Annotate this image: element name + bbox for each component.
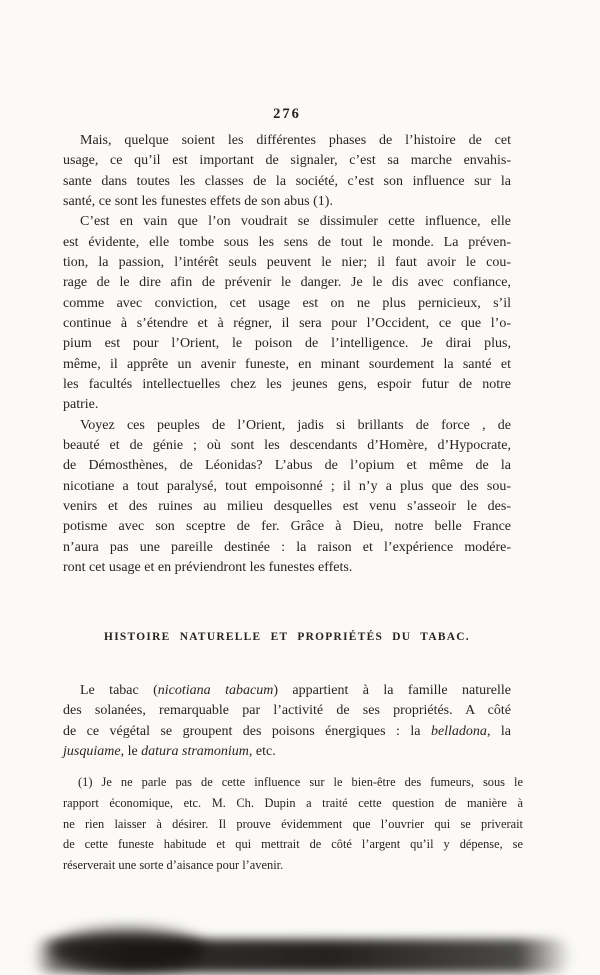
- footnote: [63, 772, 523, 876]
- text-line: rage de le dire afin de prévenir le danger. Je le dis avec confiance,: [63, 275, 511, 291]
- section-heading: HISTOIRE NATURELLE ET PROPRIÉTÉS DU TABAC.: [104, 631, 470, 643]
- text-line: Mais, quelque soient les différentes phases de l’histoire de cet: [80, 133, 511, 148]
- text-line: ne rien laisser à désirer. Il prouve évidemment que l’ouvrier qui se priverait: [63, 816, 523, 831]
- paragraph: [63, 212, 511, 415]
- text-line: n’aura pas une pareille destinée : la raison et l’expérience modére-: [63, 539, 511, 555]
- paragraph: [63, 681, 511, 762]
- text-line: santé, ce sont les funestes effets de son abus (1).: [63, 193, 333, 209]
- text-line: de ce végétal se groupent des poisons énergiques : la belladona, la: [63, 723, 512, 739]
- text-line: beauté et de génie ; où sont les descendants d’Homère, d’Hypocrate,: [63, 437, 511, 453]
- page-number: 276: [273, 106, 301, 122]
- paragraph: [63, 416, 511, 579]
- text-line: Le tabac (nicotiana tabacum) appartient à la famille naturelle: [80, 683, 511, 698]
- text-line: même, il apprête un avenir funeste, en minant sourdement la santé et: [63, 356, 511, 372]
- text-line: Voyez ces peuples de l’Orient, jadis si brillants de force , de: [80, 417, 511, 433]
- text-line: de Démosthènes, de Léonidas? L’abus de l’opium et même de la: [63, 458, 511, 474]
- text-line: tion, la passion, l’intérêt seuls peuvent le nier; il faut avoir le cou-: [63, 254, 511, 270]
- scan-shadow-left-blob: [50, 929, 205, 971]
- text-line: pium est pour l’Orient, le poison de l’intelligence. Je dirai plus,: [63, 336, 511, 352]
- text-line: les facultés intellectuelles chez les jeunes gens, espoir futur de notre: [63, 376, 511, 392]
- text-line: usage, ce qu’il est important de signaler, c’est sa marche envahis-: [63, 153, 511, 169]
- text-line: ront cet usage et en préviendront les funestes effets.: [63, 559, 353, 575]
- text-line: nicotiane a tout paralysé, tout empoisonné ; il n’y a plus que des sou-: [63, 478, 511, 494]
- text-line: (1) Je ne parle pas de cette influence sur le bien-être des fumeurs, sous le: [78, 775, 523, 789]
- text-line: comme avec conviction, cet usage est on ne plus pernicieux, s’il: [63, 295, 511, 311]
- text-line: C’est en vain que l’on voudrait se dissimuler cette influence, elle: [80, 214, 511, 230]
- text-line: continue à s’étendre et à régner, il sera pour l’Occident, ce que l’o-: [63, 315, 511, 331]
- paragraph: [63, 131, 511, 212]
- text-line: est évidente, elle tombe sous les sens de tout le monde. La préven-: [63, 234, 511, 250]
- species-text: [63, 681, 511, 762]
- text-line: jusquiame, le datura stramonium, etc.: [63, 743, 276, 759]
- text-line: potisme avec son sceptre de fer. Grâce à Dieu, notre belle France: [63, 519, 511, 535]
- text-line: sante dans toutes les classes de la société, c’est son influence sur la: [63, 173, 511, 189]
- text-line: réserverait une sorte d’aisance pour l’avenir.: [63, 858, 284, 873]
- text-line: de cette funeste habitude et qui mettrait de côté l’argent qu’il y dépense, se: [63, 837, 523, 852]
- text-line: des solanées, remarquable par l’activité de ses propriétés. A côté: [63, 703, 511, 719]
- text-line: venirs et des ruines au milieu desquelles est venu s’asseoir le des-: [63, 498, 511, 514]
- main-text: [63, 131, 511, 578]
- text-line: patrie.: [63, 397, 99, 413]
- text-line: rapport économique, etc. M. Ch. Dupin a traité cette question de manière à: [63, 795, 523, 810]
